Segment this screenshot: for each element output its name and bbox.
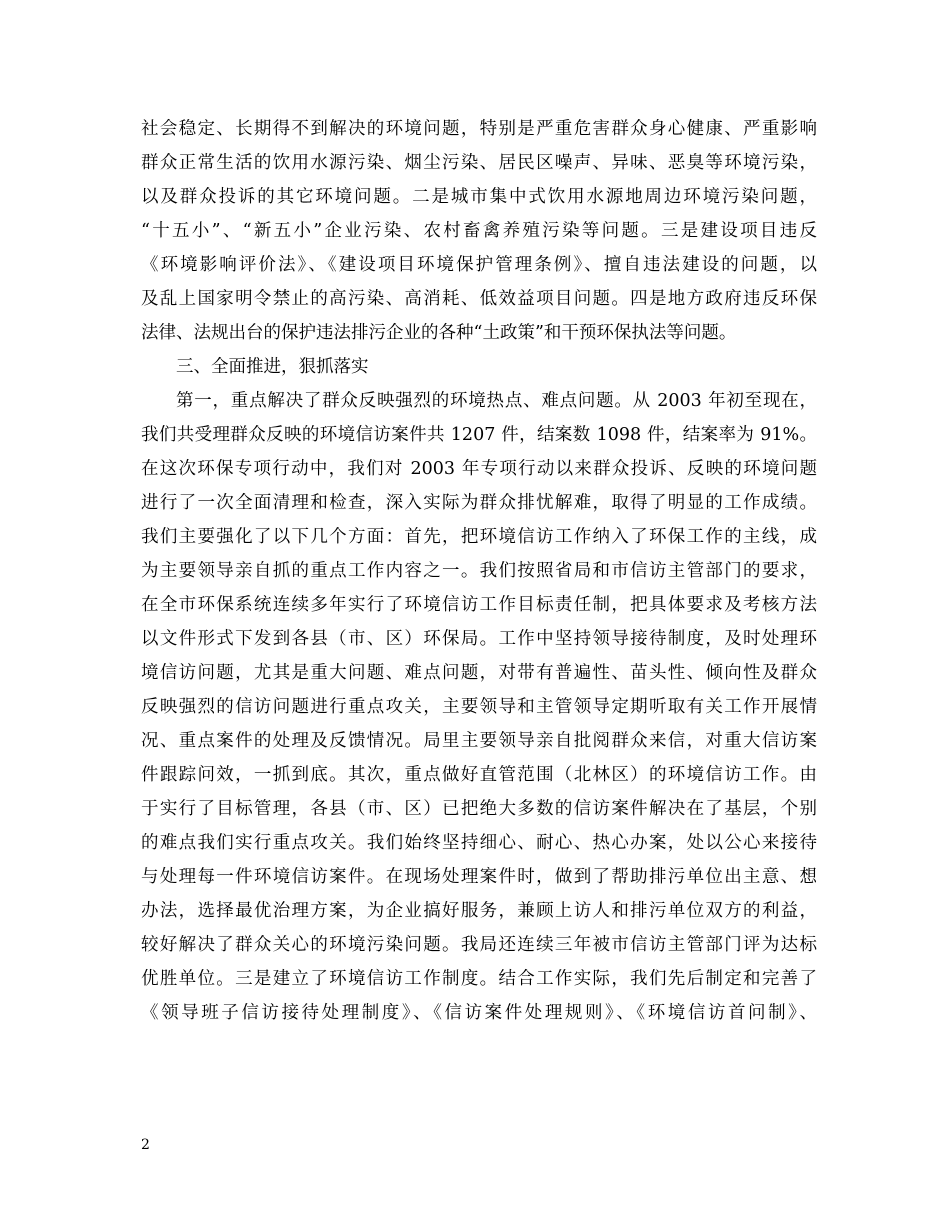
text-line: 《领导班子信访接待处理制度》、《信访案件处理规则》、《环境信访首问制》、 [141,1003,817,1023]
text-line: 为主要领导亲自抓的重点工作内容之一。我们按照省局和市信访主管部门的要求， [141,561,817,581]
body-text [141,112,817,1030]
text-line: 社会稳定、长期得不到解决的环境问题，特别是严重危害群众身心健康、严重影响 [141,119,817,139]
text-line: 群众正常生活的饮用水源污染、烟尘污染、居民区噪声、异味、恶臭等环境污染， [141,153,817,173]
text-line: 及乱上国家明令禁止的高污染、高消耗、低效益项目问题。四是地方政府违反环保 [141,289,817,309]
text-line: “十五小”、“新五小”企业污染、农村畜禽养殖污染等问题。三是建设项目违反 [141,221,817,241]
text-line: 较好解决了群众关心的环境污染问题。我局还连续三年被市信访主管部门评为达标 [141,935,817,955]
text-line: 进行了一次全面清理和检查，深入实际为群众排忧解难，取得了明显的工作成绩。 [141,493,817,513]
text-line: 在全市环保系统连续多年实行了环境信访工作目标责任制，把具体要求及考核方法 [141,595,817,615]
text-line: 优胜单位。三是建立了环境信访工作制度。结合工作实际，我们先后制定和完善了 [141,969,817,989]
text-line: 办法，选择最优治理方案，为企业搞好服务，兼顾上访人和排污单位双方的利益， [141,901,817,921]
text-line: 的难点我们实行重点攻关。我们始终坚持细心、耐心、热心办案，处以公心来接待 [141,833,817,853]
text-line: 三、全面推进，狠抓落实 [176,357,369,377]
text-line: 第一，重点解决了群众反映强烈的环境热点、难点问题。从 2003 年初至现在， [176,391,817,411]
text-line: 法律、法规出台的保护违法排污企业的各种“土政策”和干预环保执法等问题。 [141,323,737,343]
text-line: 况、重点案件的处理及反馈情况。局里主要领导亲自批阅群众来信，对重大信访案 [141,731,817,751]
page-number: 2 [141,1137,150,1153]
text-line: 以文件形式下发到各县（市、区）环保局。工作中坚持领导接待制度，及时处理环 [141,629,817,649]
text-line: 《环境影响评价法》、《建设项目环境保护管理条例》、擅自违法建设的问题，以 [141,255,817,275]
text-line: 与处理每一件环境信访案件。在现场处理案件时，做到了帮助排污单位出主意、想 [141,867,817,887]
text-line: 以及群众投诉的其它环境问题。二是城市集中式饮用水源地周边环境污染问题， [141,187,817,207]
text-line: 在这次环保专项行动中，我们对 2003 年专项行动以来群众投诉、反映的环境问题 [141,459,817,479]
text-line: 件跟踪问效，一抓到底。其次，重点做好直管范围（北林区）的环境信访工作。由 [141,765,817,785]
text-line: 我们共受理群众反映的环境信访案件共 1207 件，结案数 1098 件，结案率为 91%。 [141,425,817,445]
text-line: 反映强烈的信访问题进行重点攻关，主要领导和主管领导定期听取有关工作开展情 [141,697,817,717]
text-line: 境信访问题，尤其是重大问题、难点问题，对带有普遍性、苗头性、倾向性及群众 [141,663,817,683]
text-line: 我们主要强化了以下几个方面：首先，把环境信访工作纳入了环保工作的主线，成 [141,527,817,547]
text-line: 于实行了目标管理，各县（市、区）已把绝大多数的信访案件解决在了基层，个别 [141,799,817,819]
